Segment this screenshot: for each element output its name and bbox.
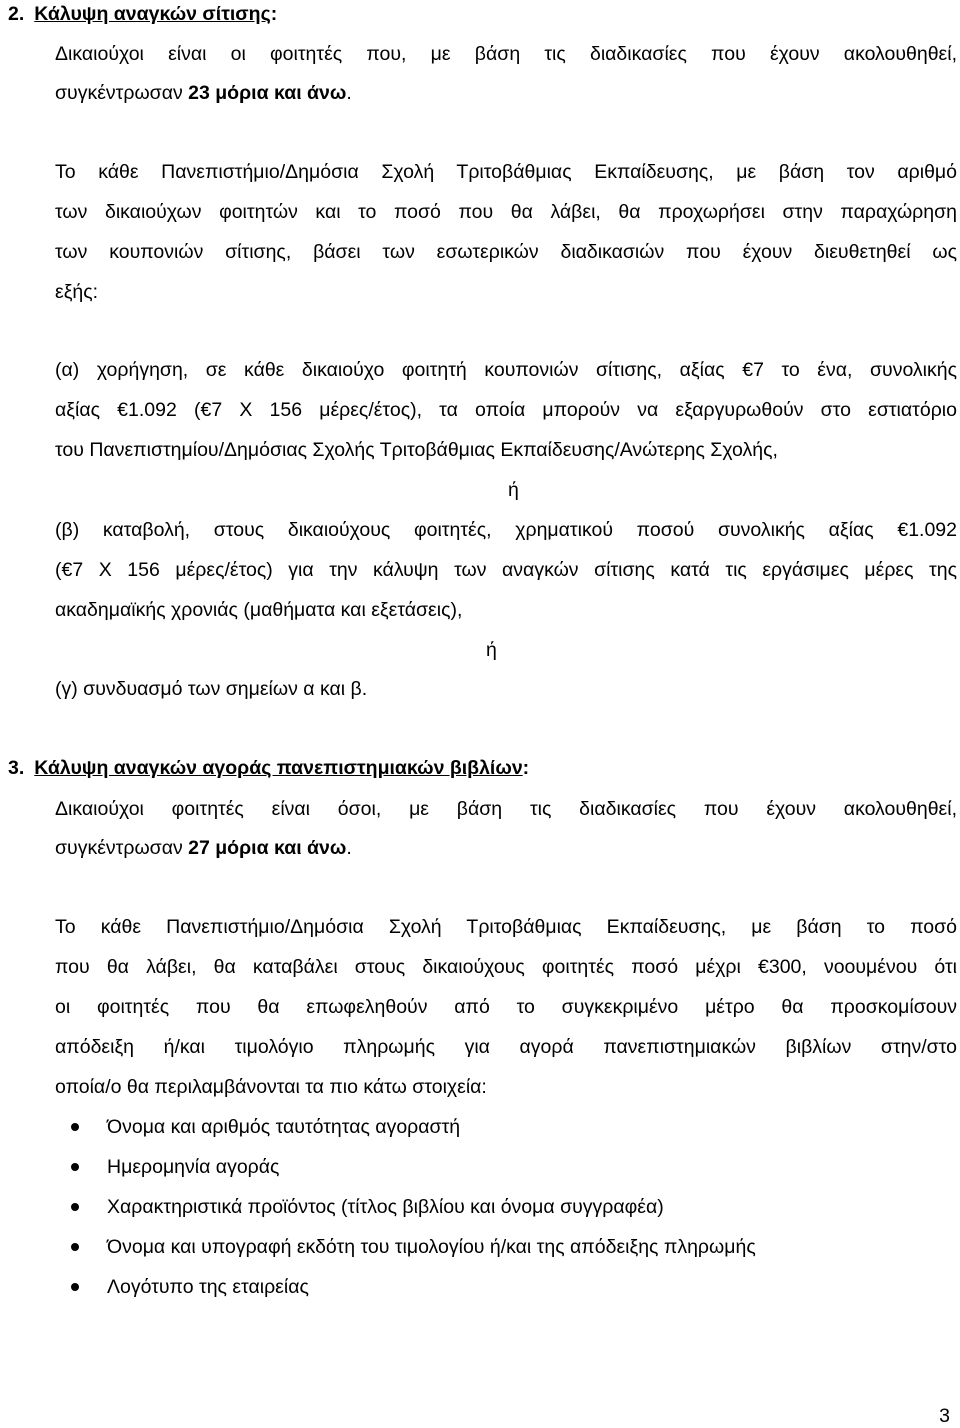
s2-option-b-line2: (€7 Χ 156 μέρες/έτος) για την κάλυψη των αναγκών σίτισης κατά τις εργάσιμες μέρες της (55, 559, 957, 581)
list-item: Χαρακτηριστικά προϊόντος (τίτλος βιβλίου και όνομα συγγραφέα) (107, 1196, 664, 1218)
s2-or-1: ή (508, 479, 519, 501)
s3-p2-line4: απόδειξη ή/και τιμολόγιο πληρωμής για αγορά πανεπιστημιακών βιβλίων στην/στο (55, 1036, 957, 1058)
list-item: Όνομα και αριθμός ταυτότητας αγοραστή (107, 1116, 461, 1138)
s2-p1-line1: Δικαιούχοι είναι οι φοιτητές που, με βάση τις διαδικασίες που έχουν ακολουθηθεί, (55, 43, 957, 65)
section-2-number: 2. (8, 3, 25, 25)
s3-p2-line2: που θα λάβει, θα καταβάλει στους δικαιούχους φοιτητές ποσό μέχρι €300, νοουμένου ότι (55, 956, 957, 978)
section-3-title: Κάλυψη αναγκών αγοράς πανεπιστημιακών βιβλίων (34, 757, 523, 779)
s2-option-a-line2: αξίας €1.092 (€7 Χ 156 μέρες/έτος), τα οποία μπορούν να εξαργυρωθούν στο εστιατόριο (55, 399, 957, 421)
s2-option-b-line1: (β) καταβολή, στους δικαιούχους φοιτητές, χρηματικού ποσού συνολικής αξίας €1.092 (55, 519, 957, 541)
bullet-icon (71, 1203, 79, 1211)
s2-option-a-line3: του Πανεπιστημίου/Δημόσιας Σχολής Τριτοβάθμιας Εκπαίδευσης/Ανώτερης Σχολής, (55, 439, 778, 461)
bullet-icon (71, 1123, 79, 1131)
section-3-heading: 3. Κάλυψη αναγκών αγοράς πανεπιστημιακών βιβλίων: (8, 757, 530, 779)
s3-p1-line2: συγκέντρωσαν 27 μόρια και άνω. (55, 837, 352, 859)
list-item: Λογότυπο της εταιρείας (107, 1276, 309, 1298)
s2-option-c-line1: (γ) συνδυασμό των σημείων α και β. (55, 678, 368, 700)
section-2-heading: 2. Κάλυψη αναγκών σίτισης: (8, 3, 278, 25)
s3-points-threshold: 27 μόρια και άνω (188, 837, 347, 859)
section-2-title: Κάλυψη αναγκών σίτισης (34, 3, 271, 25)
s3-p2-line5: οποία/ο θα περιλαμβάνονται τα πιο κάτω στοιχεία: (55, 1076, 487, 1098)
bullet-icon (71, 1243, 79, 1251)
section-3-number: 3. (8, 757, 25, 779)
s2-points-threshold: 23 μόρια και άνω (188, 82, 347, 104)
s2-p1-line2: συγκέντρωσαν 23 μόρια και άνω. (55, 82, 352, 104)
list-item: Ημερομηνία αγοράς (107, 1156, 280, 1178)
s3-p2-line1: Το κάθε Πανεπιστήμιο/Δημόσια Σχολή Τριτοβάθμιας Εκπαίδευσης, με βάση το ποσό (55, 916, 957, 938)
s2-p2-line3: των κουπονιών σίτισης, βάσει των εσωτερικών διαδικασιών που έχουν διευθετηθεί ως (55, 241, 957, 263)
s3-p1-line1: Δικαιούχοι φοιτητές είναι όσοι, με βάση τις διαδικασίες που έχουν ακολουθηθεί, (55, 798, 957, 820)
page-number: 3 (939, 1405, 950, 1427)
s2-option-b-line3: ακαδημαϊκής χρονιάς (μαθήματα και εξετάσεις), (55, 599, 463, 621)
list-item: Όνομα και υπογραφή εκδότη του τιμολογίου ή/και της απόδειξης πληρωμής (107, 1236, 756, 1258)
s2-p2-line2: των δικαιούχων φοιτητών και το ποσό που θα λάβει, θα προχωρήσει στην παραχώρηση (55, 201, 957, 223)
s2-p2-line4: εξής: (55, 281, 99, 303)
bullet-icon (71, 1283, 79, 1291)
s2-option-a-line1: (α) χορήγηση, σε κάθε δικαιούχο φοιτητή κουπονιών σίτισης, αξίας €7 το ένα, συνολικής (55, 359, 957, 381)
bullet-icon (71, 1163, 79, 1171)
s3-p2-line3: οι φοιτητές που θα επωφεληθούν από το συγκεκριμένο μέτρο θα προσκομίσουν (55, 996, 957, 1018)
s2-p2-line1: Το κάθε Πανεπιστήμιο/Δημόσια Σχολή Τριτοβάθμιας Εκπαίδευσης, με βάση τον αριθμό (55, 161, 957, 183)
s2-or-2: ή (486, 639, 497, 661)
